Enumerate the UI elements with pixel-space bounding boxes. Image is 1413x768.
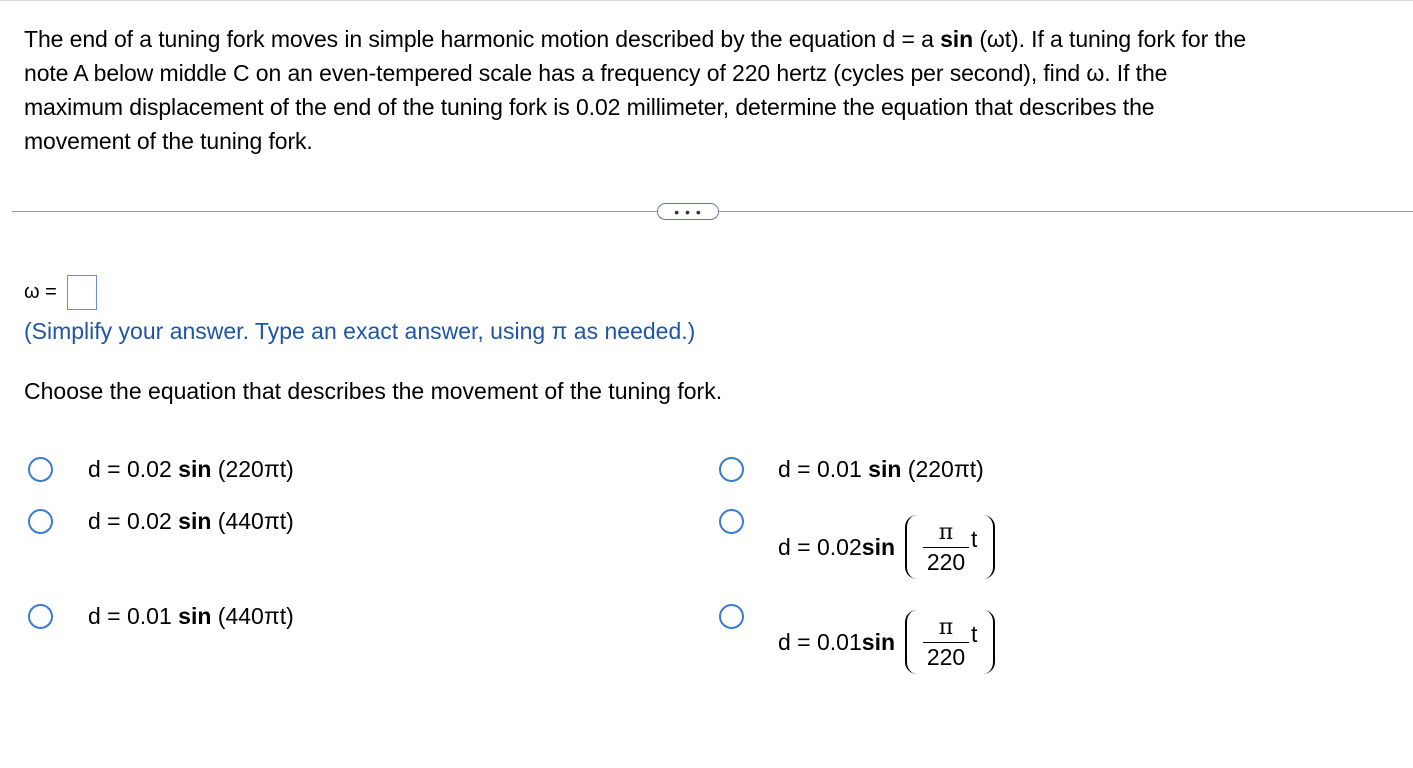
option-c-label[interactable] [88,506,294,536]
choice-prompt: Choose the equation that describes the movement of the tuning fork. [24,378,723,404]
omega-label: ω = [24,280,57,303]
option-f-denominator: 220 [926,643,966,670]
question-line-2: note A below middle C on an even-tempered scale has a frequency of 220 hertz (cycles per second), find ω. If the [24,60,1168,86]
option-a-label[interactable] [88,454,294,484]
top-rule [0,0,1413,1]
option-c-sin: sin [178,508,212,534]
option-f-numerator: π [938,614,954,640]
question-text [24,22,1413,158]
question-line-1-post: (ωt). If a tuning fork for the [973,26,1247,52]
option-f-t: t [971,620,978,647]
omega-answer-input[interactable] [67,275,97,310]
option-d-numerator: π [938,519,954,545]
option-f-sin: sin [861,628,896,655]
option-e-sin: sin [178,603,212,629]
option-f-fraction [923,614,969,671]
more-options-button[interactable]: • • • [657,203,719,220]
option-a-pre: d = 0.02 [88,456,179,482]
option-c-post: (440πt) [211,508,294,534]
option-f-left-paren [905,610,919,674]
option-e-label[interactable] [88,601,294,631]
question-line-3: maximum displacement of the end of the tuning fork is 0.02 millimeter, determine the equation that describes the [24,94,1155,120]
option-f-radio[interactable] [719,604,744,629]
option-d-left-paren [905,515,919,579]
option-b-label[interactable] [778,454,984,484]
option-a-post: (220πt) [211,456,294,482]
question-line-1 [24,22,1413,56]
option-b-post: (220πt) [901,456,984,482]
question-line-1-sin: sin [940,26,974,52]
option-f-label[interactable] [778,602,995,682]
option-d-label[interactable] [778,507,995,587]
option-f-pre: d = 0.01 [778,628,862,655]
option-d-sin: sin [861,533,896,560]
option-d-denominator: 220 [926,548,966,575]
option-d-t: t [971,525,978,552]
option-e-pre: d = 0.01 [88,603,179,629]
option-e-post: (440πt) [211,603,294,629]
question-line-4: movement of the tuning fork. [24,128,313,154]
option-b-radio[interactable] [719,457,744,482]
option-f-right-paren [981,610,995,674]
option-d-pre: d = 0.02 [778,533,862,560]
option-d-fraction [923,519,969,576]
omega-answer-row [24,272,97,312]
answer-hint: (Simplify your answer. Type an exact answer, using π as needed.) [24,318,696,344]
option-d-radio[interactable] [719,509,744,534]
question-line-1-pre: The end of a tuning fork moves in simple harmonic motion described by the equation d = a [24,26,941,52]
option-b-sin: sin [868,456,902,482]
option-a-sin: sin [178,456,212,482]
option-c-radio[interactable] [28,509,53,534]
option-a-radio[interactable] [28,457,53,482]
option-b-pre: d = 0.01 [778,456,869,482]
option-d-right-paren [981,515,995,579]
option-e-radio[interactable] [28,604,53,629]
option-c-pre: d = 0.02 [88,508,179,534]
